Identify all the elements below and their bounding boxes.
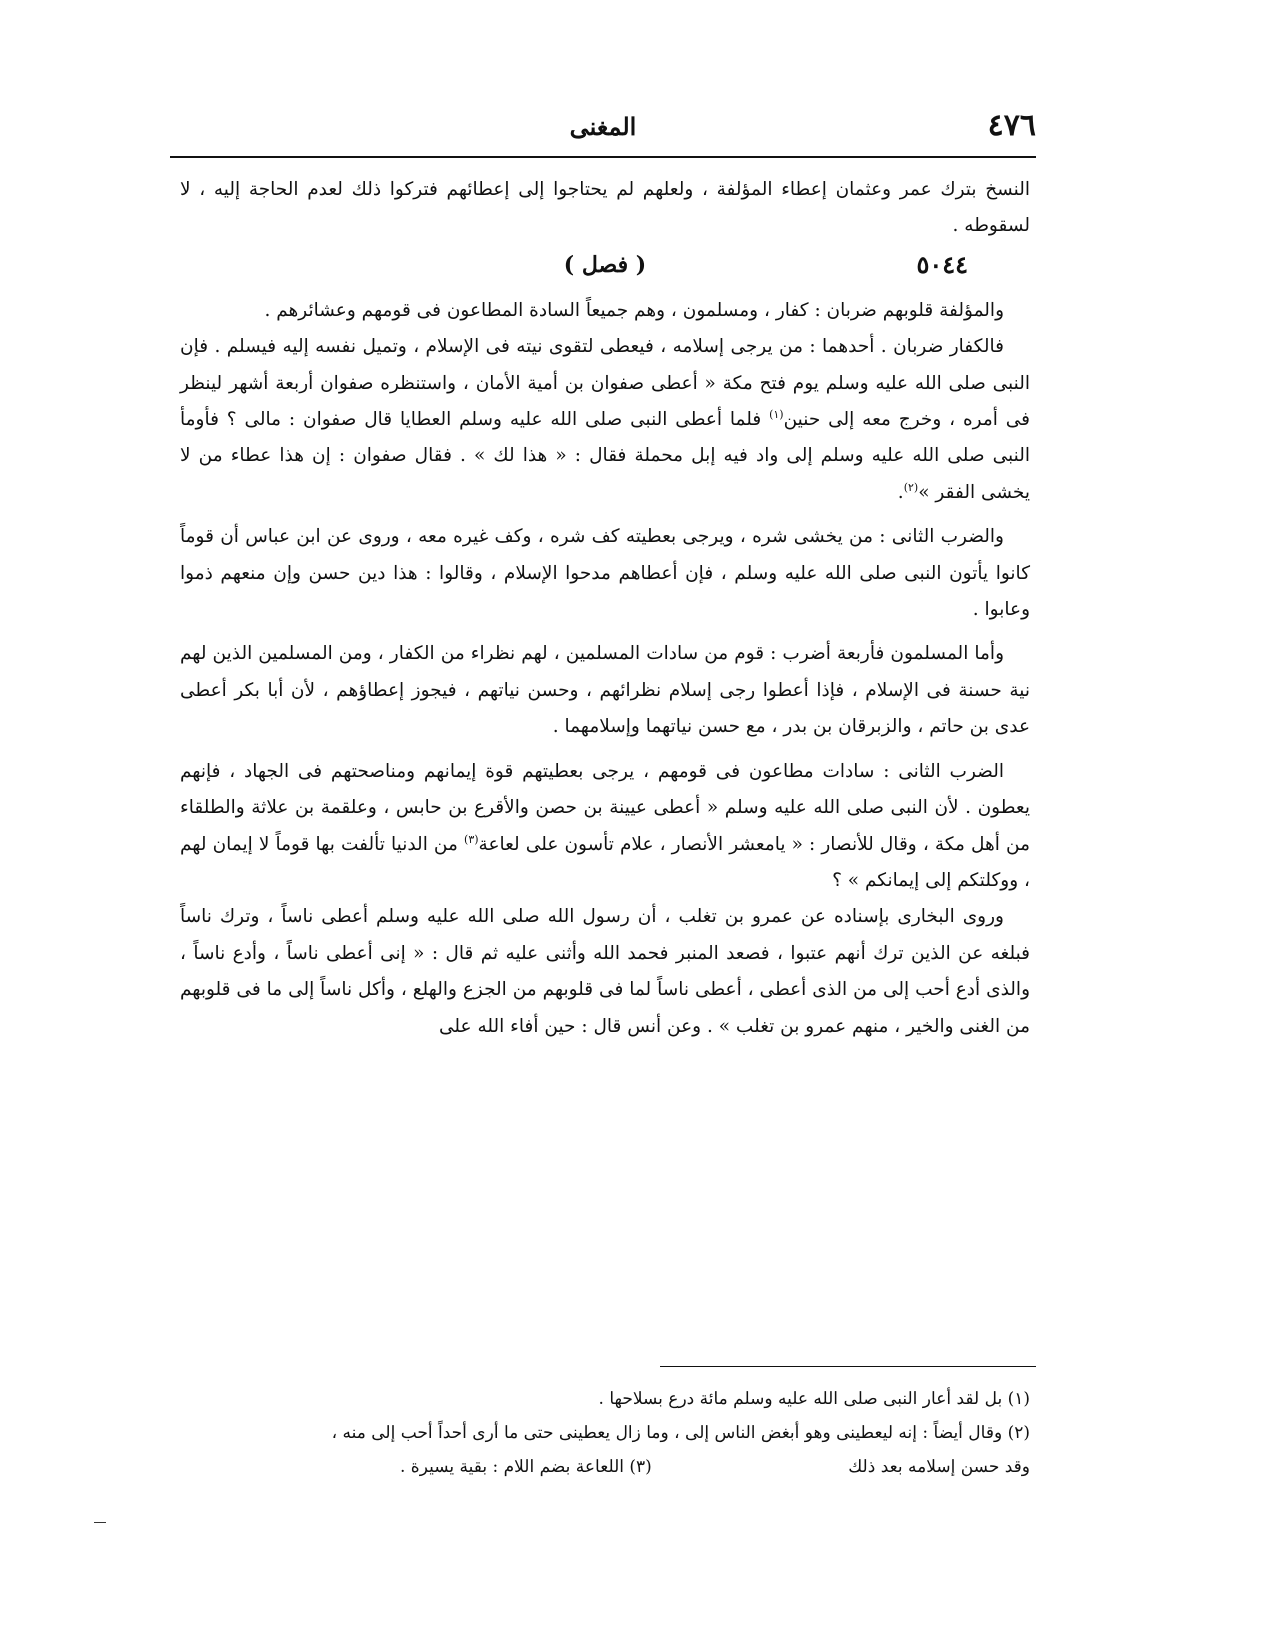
footnote-ref: (١): [769, 407, 784, 421]
section-number: ٥٠٤٤: [916, 249, 968, 279]
paragraph-text: فالكفار ضربان . أحدهما : من يرجى إسلامه ، فيعطى لتقوى نيته فى الإسلام ، وتميل نفسه إليه فيسلم . فإن النبى صلى الله عليه وسلم يوم فتح مكة « أعطى صفوان بن أمية الأمان ، واستنظره صفوان أربعة أشهر لينظر فى أمره ، وخرج معه إلى حنين: [180, 336, 1030, 431]
footnotes: [180, 1382, 1030, 1484]
footnote-3: (٣) اللعاعة بضم اللام : بقية يسيرة .: [400, 1457, 652, 1477]
footnote-2-continuation: وقد حسن إسلامه بعد ذلك: [848, 1457, 1030, 1477]
paragraph: [180, 754, 1030, 900]
footnote-2: (٢) وقال أيضاً : إنه ليعطينى وهو أبغض الناس إلى ، وما زال يعطينى حتى ما أرى أحداً أحب إلى منه ،: [331, 1423, 1030, 1443]
paragraph: وأما المسلمون فأربعة أضرب : قوم من سادات المسلمين ، لهم نظراء من الكفار ، ومن المسلمين الذين لهم نية حسنة فى الإسلام ، فإذا أعطوا رجى إسلام نظرائهم ، وحسن نياتهم ، فيجوز إعطاؤهم ، لأن أبا بكر أعطى عدى بن حاتم ، والزبرقان بن بدر ، مع حسن نياتهما وإسلامهما .: [180, 643, 1030, 738]
paragraph-text: من الدنيا تألفت بها قوماً لا إيمان لهم ، ووكلتكم إلى إيمانكم » ؟: [180, 833, 1030, 891]
footnote-ref: (٣): [464, 832, 479, 846]
footnote-1: (١) بل لقد أعار النبى صلى الله عليه وسلم مائة درع بسلاحها .: [598, 1389, 1030, 1409]
paragraph: والمؤلفة قلوبهم ضربان : كفار ، ومسلمون ، وهم جميعاً السادة المطاعون فى قومهم وعشائرهم .: [264, 299, 1004, 321]
section-heading: [180, 245, 1030, 289]
footnote-row: [180, 1450, 1030, 1484]
paragraph-continuation: النسخ بترك عمر وعثمان إعطاء المؤلفة ، ولعلهم لم يحتاجوا إلى إعطائهم فتركوا ذلك لعدم الحاجة إليه ، لا لسقوطه .: [180, 179, 1030, 237]
margin-mark: [94, 1522, 106, 1523]
section-title: ( فصل ): [563, 251, 647, 278]
paragraph-text: فلما أعطى النبى صلى الله عليه وسلم العطايا قال صفوان : مالى ؟ فأومأ النبى صلى الله عليه وسلم إلى واد فيه إبل محملة فقال : « هذا لك » . فقال صفوان : إن هذا عطاء من لا يخشى الفقر »: [180, 409, 1030, 503]
main-text: [180, 172, 1030, 1045]
footnote-rule: [660, 1366, 1036, 1367]
page-header: [170, 108, 1036, 148]
running-title: المغنى: [569, 112, 637, 141]
paragraph: فالكفار ضربان . أحدهما : من يرجى إسلامه ، فيعطى لتقوى نيته فى الإسلام ، وتميل نفسه إليه فيسلم . فإن النبى صلى الله عليه وسلم يوم فتح مكة « أعطى صفوان بن أمية الأمان ، واستنظره صفوان أربعة أشهر لينظر فى أمره ، وخرج معه إلى حنين$^{(١)}$ فلما أعطى النبى صلى الله عليه وسلم العطايا قال صفوان : مالى ؟ فأومأ النبى صلى الله عليه وسلم إلى واد فيه إبل محملة فقال : « هذا لك » . فقال صفوان : إن هذا عطاء من لا يخشى الفقر »$^{(٢)}$.: [180, 336, 1030, 503]
page-number: ٤٧٦: [987, 108, 1036, 143]
paragraph: وروى البخارى بإسناده عن عمرو بن تغلب ، أن رسول الله صلى الله عليه وسلم أعطى ناساً ، وترك ناساً فبلغه عن الذين ترك أنهم عتبوا ، فصعد المنبر فحمد الله وأثنى عليه ثم قال : « إنى أعطى ناساً ، وأدع ناساً ، والذى أدع أحب إلى من الذى أعطى ، أعطى ناساً لما فى قلوبهم من الجزع والهلع ، وأكل ناساً إلى ما فى قلوبهم من الغنى والخير ، منهم عمرو بن تغلب » . وعن أنس قال : حين أفاء الله على: [180, 906, 1030, 1037]
footnote-ref: (٢): [903, 480, 919, 494]
header-rule: [170, 156, 1036, 158]
paragraph: والضرب الثانى : من يخشى شره ، ويرجى بعطيته كف شره ، وكف غيره معه ، وروى عن ابن عباس أن قوماً كانوا يأتون النبى صلى الله عليه وسلم ، فإن أعطاهم مدحوا الإسلام ، وقالوا : هذا دين حسن وإن منعهم ذموا وعابوا .: [180, 526, 1030, 621]
paragraph-text: الضرب الثانى : سادات مطاعون فى قومهم ، يرجى بعطيتهم قوة إيمانهم ومناصحتهم فى الجهاد ، فإنهم يعطون . لأن النبى صلى الله عليه وسلم « أعطى عيينة بن حصن والأقرع بن حابس ، وعلقمة بن علاثة والطلقاء من أهل مكة ، وقال للأنصار : « يامعشر الأنصار ، علام تأسون على لعاعة: [180, 760, 1030, 855]
